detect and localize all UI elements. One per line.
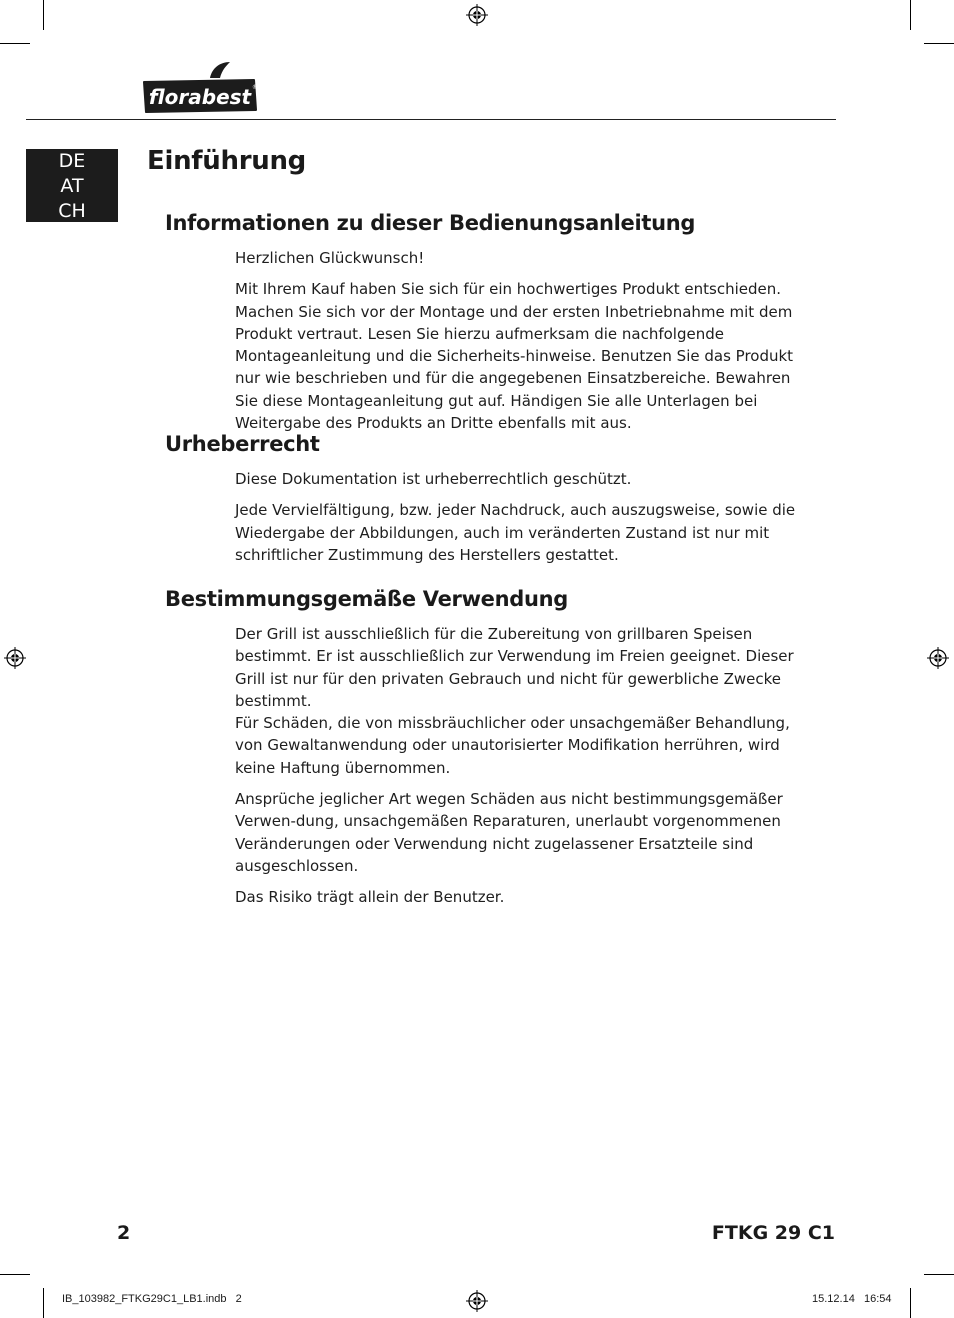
crop-mark (43, 0, 44, 30)
svg-text:®: ® (252, 84, 258, 91)
crop-mark (0, 43, 30, 44)
language-code-ch: CH (58, 200, 86, 222)
paragraph: Der Grill ist ausschließlich für die Zubereitung von grillbaren Speisen bestimmt. Er ist ausschließlich zur Verwendung im Freien geeignet. Dieser Grill ist nur für den privaten Gebrauch und nicht für gewerbliche Zwecke bestimmt. (235, 625, 794, 710)
section-bedienungsanleitung (165, 211, 815, 443)
language-tab (26, 149, 118, 222)
section-urheberrecht (165, 432, 815, 575)
paragraph: Herzlichen Glückwunsch! (235, 249, 425, 267)
crop-mark (924, 43, 954, 44)
language-code-at: AT (60, 175, 84, 197)
crop-mark (0, 1274, 30, 1275)
paragraph: Ansprüche jeglicher Art wegen Schäden aus nicht bestimmungsgemäßer Verwen-dung, unsachgemäßen Reparaturen, unerlaubt vorgenommenen Veränderungen oder Verwendung nicht zugelassener Ersatzteile sind ausgeschlossen. (235, 790, 783, 875)
section-body (235, 623, 810, 909)
florabest-logo (142, 60, 258, 114)
section-body (235, 247, 810, 434)
registration-mark-icon (4, 647, 26, 669)
print-slug-file: IB_103982_FTKG29C1_LB1.indb 2 (62, 1293, 242, 1305)
section-heading: Urheberrecht (165, 432, 320, 456)
print-slug-datetime: 15.12.14 16:54 (812, 1293, 892, 1305)
crop-mark (910, 0, 911, 30)
page-title: Einführung (147, 146, 306, 176)
model-number: FTKG 29 C1 (711, 1222, 835, 1244)
section-body (235, 468, 810, 566)
crop-mark (43, 1288, 44, 1318)
paragraph: Das Risiko trägt allein der Benutzer. (235, 888, 505, 907)
registration-mark-icon (927, 647, 949, 669)
paragraph: Diese Dokumentation ist urheberrechtlich geschützt. (235, 470, 632, 488)
paragraph: Mit Ihrem Kauf haben Sie sich für ein hochwertiges Produkt entschieden. Machen Sie sich vor der Montage und der ersten Inbetriebnahme mit dem Produkt vertraut. Lesen Sie hierzu aufmerksam die nachfolgende Montageanleitung und die Sicherheits-hinweise. Benutzen Sie das Produkt nur wie beschrieben und für die angegebenen Einsatzbereiche. Bewahren Sie diese Montageanleitung gut auf. Händigen Sie alle Unterlagen bei Weitergabe des Produkts an Dritte ebenfalls mit aus. (235, 280, 794, 433)
crop-mark (910, 1288, 911, 1318)
language-code-de: DE (58, 150, 86, 172)
section-heading: Bestimmungsgemäße Verwendung (165, 587, 569, 611)
header-rule (26, 119, 836, 120)
paragraph: Für Schäden, die von missbräuchlicher oder unsachgemäßer Behandlung, von Gewaltanwendung oder unautorisierter Modifikation herrühren, wird keine Haftung übernommen. (235, 714, 790, 777)
registration-mark-icon (466, 4, 488, 26)
registration-mark-icon (466, 1290, 488, 1312)
svg-text:florabest: florabest (148, 85, 252, 109)
page-number: 2 (117, 1222, 131, 1244)
section-heading: Informationen zu dieser Bedienungsanleitung (165, 211, 696, 235)
crop-mark (924, 1274, 954, 1275)
paragraph: Jede Vervielfältigung, bzw. jeder Nachdruck, auch auszugsweise, sowie die Wiedergabe der Abbildungen, auch im veränderten Zustand ist nur mit schriftlicher Zustimmung des Herstellers gestattet. (235, 501, 796, 564)
section-verwendung (165, 587, 815, 918)
